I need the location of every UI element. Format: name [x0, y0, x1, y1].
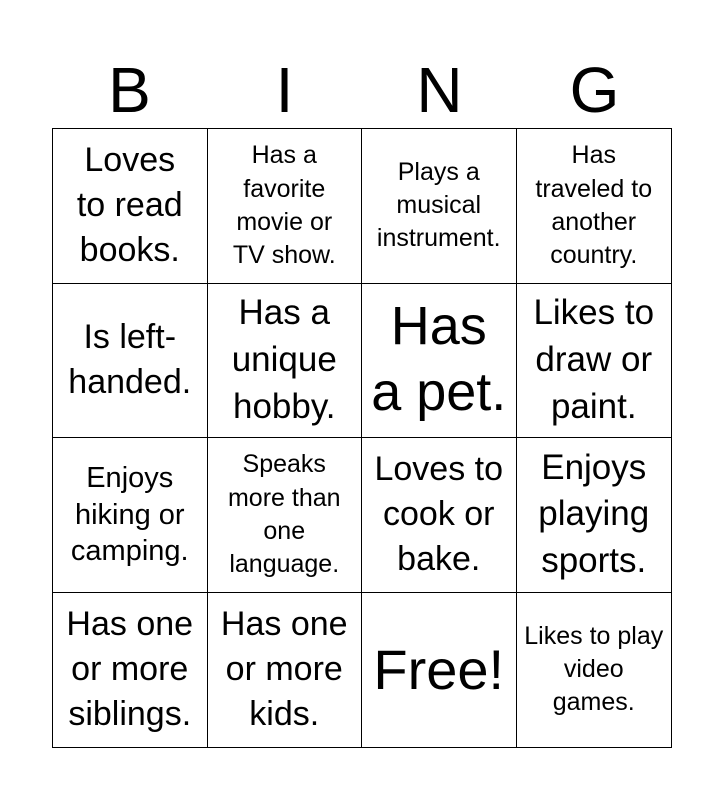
cell-text: Speaks more than one language.	[227, 450, 341, 578]
cell-text: Enjoys playing sports.	[538, 447, 650, 581]
cell-text: Has one or more siblings.	[66, 605, 194, 734]
cell-text: Enjoys hiking or camping.	[70, 462, 189, 567]
header-letter-b: B	[108, 54, 151, 126]
cell-text: Has traveled to another country.	[535, 141, 653, 269]
cell-text: Likes to play video games.	[524, 621, 664, 717]
bingo-cell[interactable]	[517, 284, 672, 439]
bingo-cell[interactable]	[208, 593, 363, 748]
cell-text: Loves to cook or bake.	[374, 450, 504, 579]
bingo-cell[interactable]	[208, 129, 363, 284]
cell-text: Has one or more kids.	[220, 605, 348, 734]
cell-text: Plays a musical instrument.	[376, 157, 501, 253]
header-letter-n: N	[416, 54, 463, 126]
bingo-cell[interactable]	[208, 438, 363, 593]
cell-text: Loves to read books.	[76, 141, 183, 270]
bingo-cell[interactable]	[53, 438, 208, 593]
cell-text: Has a pet.	[371, 296, 507, 423]
bingo-cell[interactable]	[208, 284, 363, 439]
bingo-cell[interactable]	[362, 284, 517, 439]
cell-text: Has a favorite movie or TV show.	[232, 141, 336, 269]
bingo-cell[interactable]	[53, 129, 208, 284]
cell-text: Is left-handed.	[68, 318, 192, 402]
bingo-header	[52, 52, 672, 128]
bingo-cell[interactable]	[362, 438, 517, 593]
bingo-cell[interactable]	[53, 593, 208, 748]
free-space-label: Free!	[373, 637, 505, 701]
bingo-cell[interactable]	[517, 129, 672, 284]
bingo-cell[interactable]	[517, 593, 672, 748]
free-space[interactable]	[362, 593, 517, 748]
bingo-cell[interactable]	[53, 284, 208, 439]
bingo-cell[interactable]	[517, 438, 672, 593]
bingo-grid	[52, 128, 672, 748]
cell-text: Likes to draw or paint.	[533, 293, 655, 426]
bingo-cell[interactable]	[362, 129, 517, 284]
header-letter-i: I	[275, 54, 294, 126]
cell-text: Has a unique hobby.	[231, 293, 337, 426]
header-letter-g: G	[569, 54, 620, 126]
